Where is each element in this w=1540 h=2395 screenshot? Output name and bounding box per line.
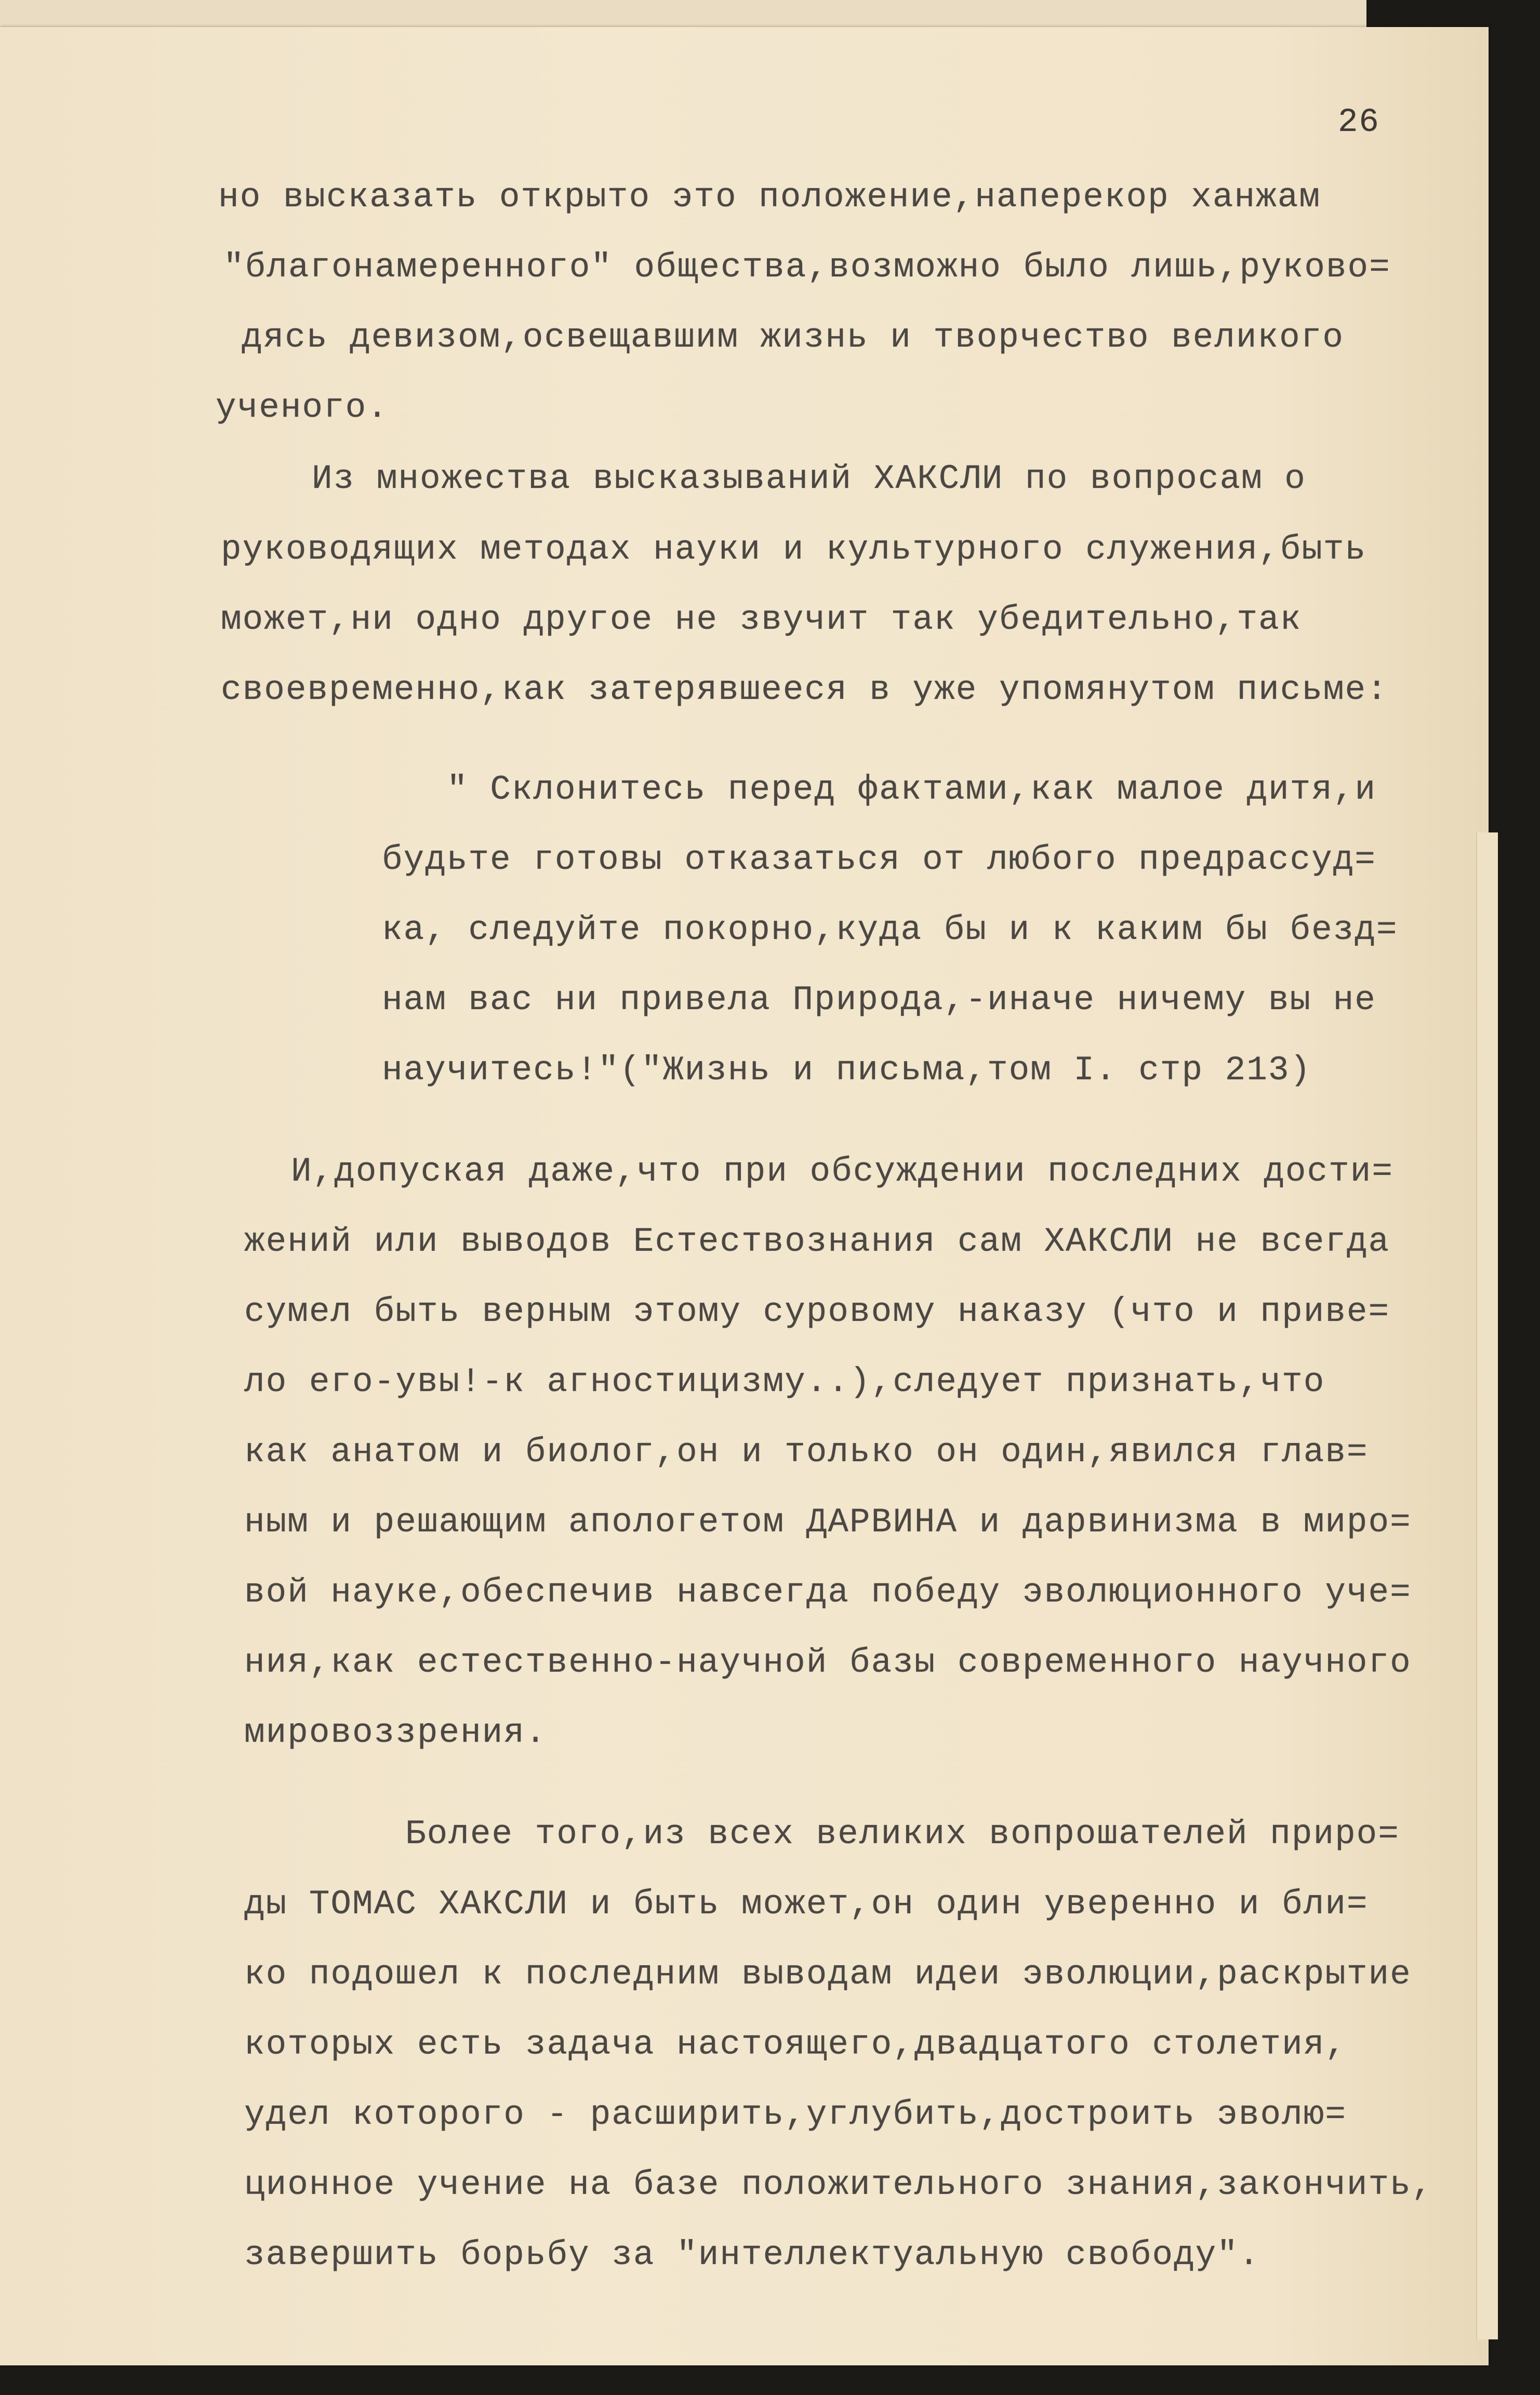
text-line: дясь девизом,освещавшим жизнь и творчество великого (242, 318, 1344, 357)
text-line: ученого. (216, 388, 389, 427)
text-line: ния,как естественно-научной базы современного научного (244, 1643, 1412, 1682)
text-line: завершить борьбу за "интеллектуальную свободу". (244, 2235, 1260, 2274)
text-line: сумел быть верным этому суровому наказу (что и приве= (244, 1292, 1390, 1331)
text-line: мировоззрения. (244, 1713, 547, 1752)
text-line: ционное учение на базе положительного знания,закончить, (244, 2165, 1433, 2204)
text-line: Более того,из всех великих вопрошателей приро= (405, 1815, 1400, 1854)
text-line: И,допуская даже,что при обсуждении последних дости= (291, 1152, 1393, 1191)
text-line: но высказать открыто это положение,наперекор ханжам (218, 178, 1321, 217)
text-line: ным и решающим апологетом ДАРВИНА и дарвинизма в миро= (244, 1503, 1412, 1542)
page-number: 26 (1338, 104, 1380, 141)
text-line: как анатом и биолог,он и только он один,явился глав= (244, 1433, 1369, 1472)
quote-line: ка, следуйте покорно,куда бы и к каким бы безд= (382, 910, 1398, 949)
text-line: руководящих методах науки и культурного служения,быть (221, 530, 1367, 569)
text-line: которых есть задача настоящего,двадцатого столетия, (244, 2025, 1347, 2064)
typewritten-page (0, 27, 1489, 2365)
text-line: удел которого - расширить,углубить,достроить эволю= (244, 2095, 1347, 2134)
text-line: может,ни одно другое не звучит так убедительно,так (221, 600, 1302, 639)
quote-line: нам вас ни привела Природа,-иначе ничему вы не (382, 981, 1376, 1020)
text-line: вой науке,обеспечив навсегда победу эволюционного уче= (244, 1573, 1412, 1612)
quote-line: будьте готовы отказаться от любого предрассуд= (382, 840, 1376, 879)
text-line: Из множества высказываний ХАКСЛИ по вопросам о (312, 459, 1306, 498)
text-line: "благонамеренного" общества,возможно было лишь,руково= (223, 248, 1391, 287)
text-line: ды ТОМАС ХАКСЛИ и быть может,он один уверенно и бли= (244, 1885, 1369, 1924)
text-line: жений или выводов Естествознания сам ХАКСЛИ не всегда (244, 1222, 1390, 1261)
text-line: ло его-увы!-к агностицизму..),следует признать,что (244, 1362, 1325, 1401)
quote-line: " Склонитесь перед фактами,как малое дитя,и (447, 770, 1377, 809)
text-line: ко подошел к последним выводам идеи эволюции,раскрытие (244, 1955, 1412, 1994)
text-line: своевременно,как затерявшееся в уже упомянутом письме: (221, 670, 1388, 709)
quote-line: научитесь!"("Жизнь и письма,том I. стр 213) (382, 1051, 1312, 1090)
